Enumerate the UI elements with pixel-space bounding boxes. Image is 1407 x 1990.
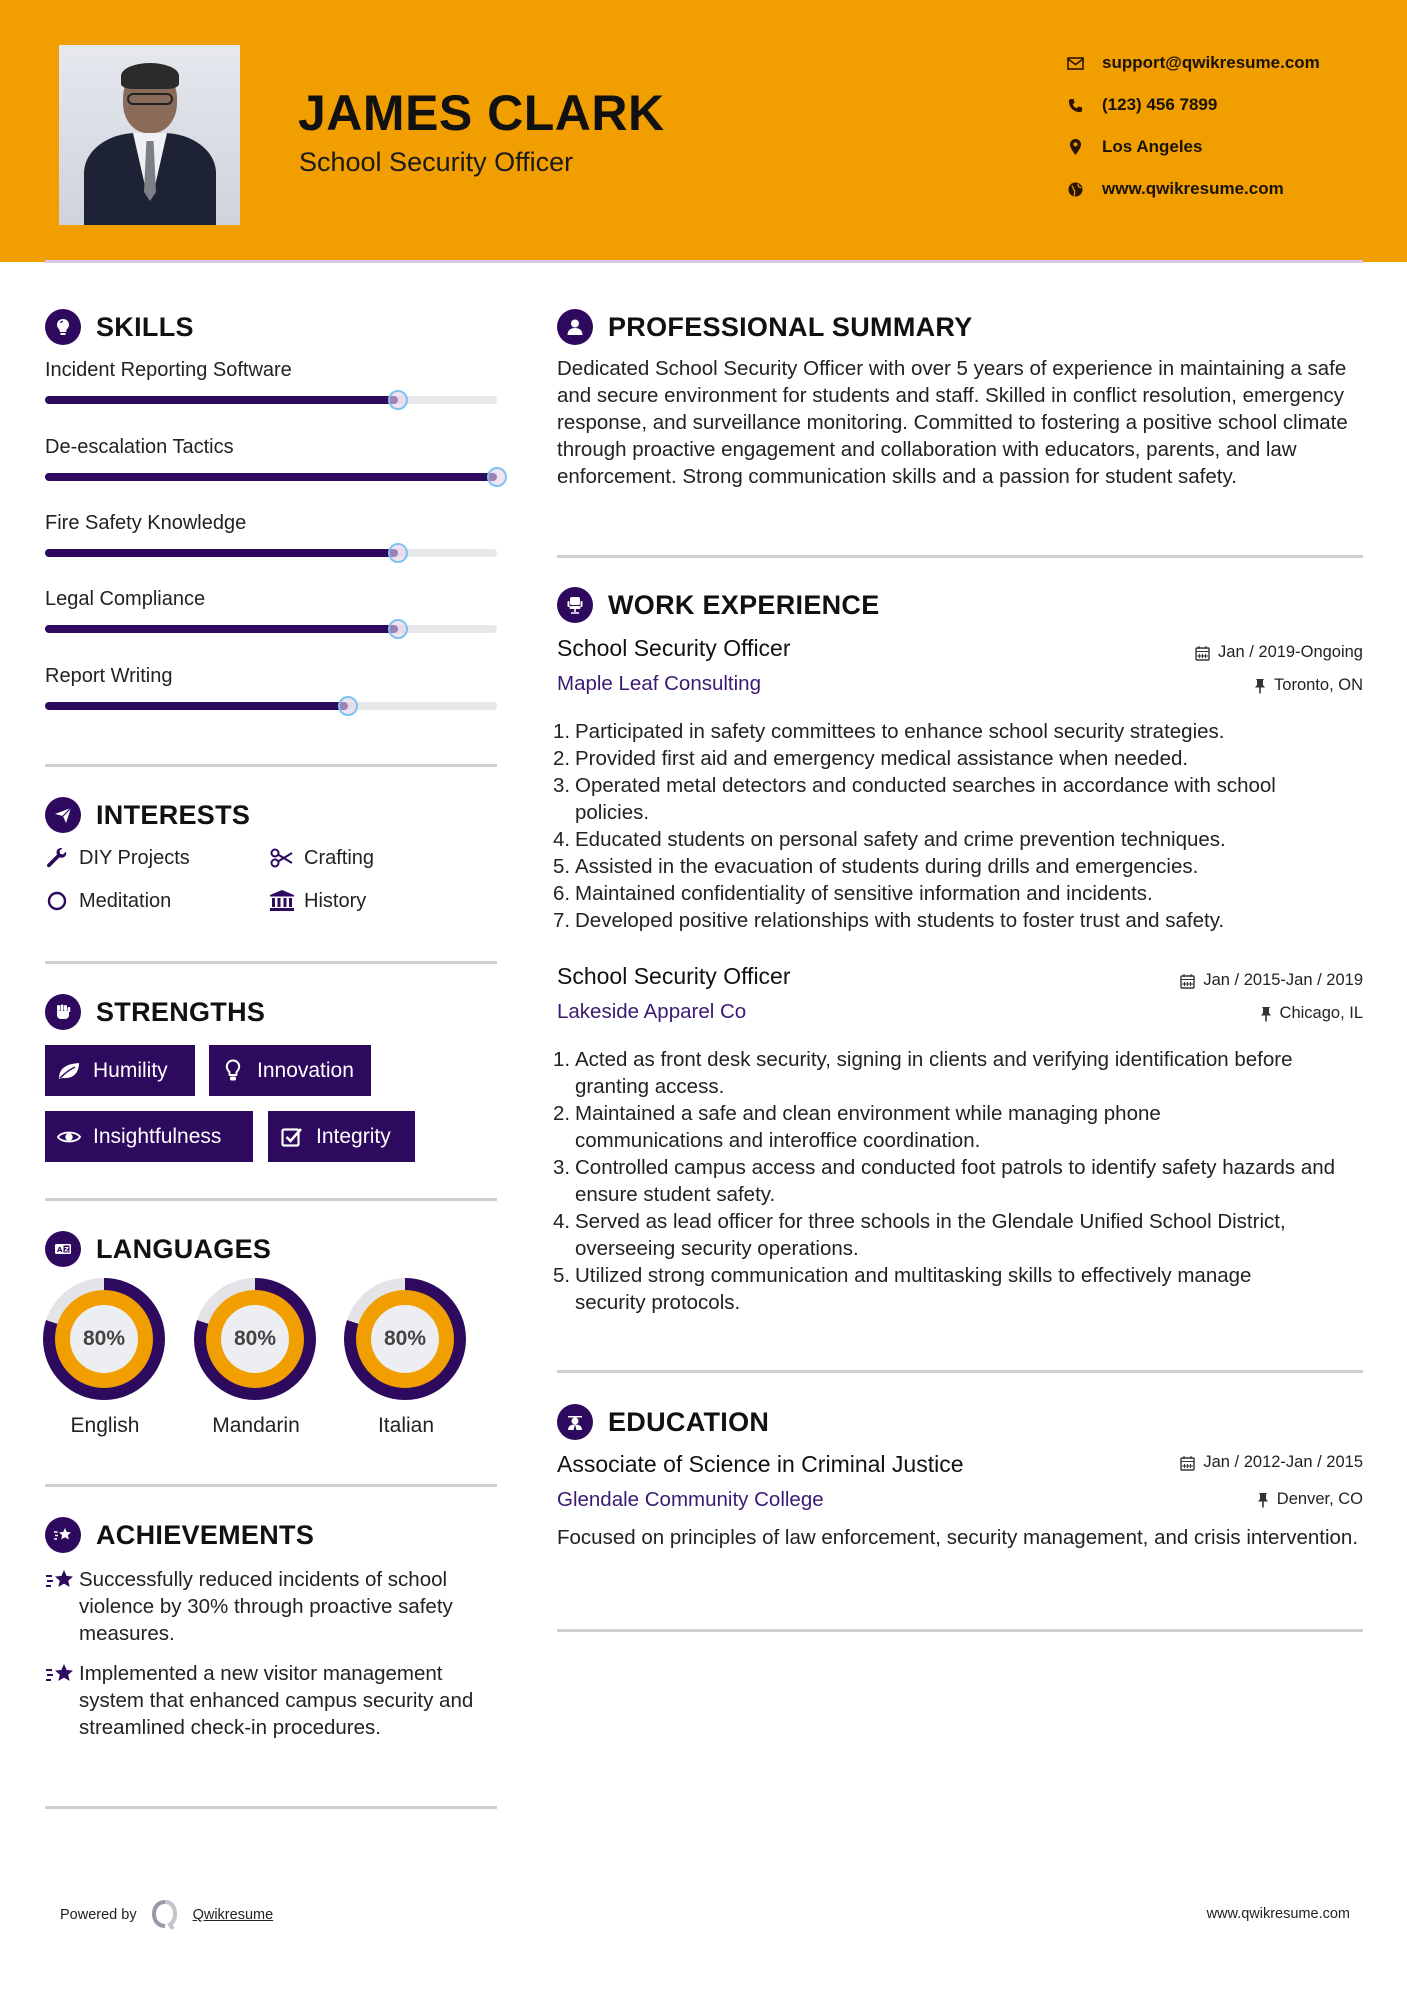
strength-badge: Humility [45,1045,195,1096]
slider-handle[interactable] [388,390,408,410]
skill-slider[interactable] [45,396,497,404]
strength-badge: Insightfulness [45,1111,253,1162]
calendar-icon [1195,645,1210,661]
interest-item: Meditation [45,889,171,913]
job-location: Chicago, IL [1260,1004,1363,1023]
skill-item [45,513,497,533]
responsibility-item: 7. Developed positive relationships with students to foster trust and safety. [553,909,1225,932]
phone-icon [1065,96,1085,114]
job-entry [553,635,1363,937]
user-icon [557,309,593,345]
slider-handle[interactable] [388,619,408,639]
slider-handle[interactable] [338,696,358,716]
skill-slider[interactable] [45,473,497,481]
job-title: School Security Officer [557,635,791,661]
office-chair-icon [557,587,593,623]
section-divider [557,555,1363,558]
strength-badge: Innovation [209,1045,371,1096]
interest-item: Crafting [270,846,374,870]
job-dates: Jan / 2015-Jan / 2019 [1180,971,1363,990]
skills-heading: SKILLS [45,309,194,345]
job-responsibilities [553,718,1363,934]
responsibility-item: 3. Operated metal detectors and conducted searches in accordance with school policies. [553,774,1276,824]
contact-location [1065,126,1320,168]
checkbox-icon [280,1125,304,1149]
lightbulb-icon [221,1059,245,1083]
language-item [43,1278,167,1438]
shooting-star-icon [45,1566,79,1647]
language-progress-ring [344,1278,466,1400]
circle-icon [45,889,69,913]
section-divider [45,961,497,964]
graduate-icon [557,1404,593,1440]
contact-email[interactable] [1065,42,1320,84]
responsibility-item: 6. Maintained confidentiality of sensitive information and incidents. [553,882,1153,905]
contact-phone-text: (123) 456 7899 [1102,95,1218,114]
education-heading: EDUCATION [557,1404,769,1440]
fist-icon [45,994,81,1030]
contact-phone[interactable] [1065,84,1320,126]
svg-text:Z: Z [64,1245,69,1254]
calendar-icon [1180,973,1195,989]
map-marker-icon [1065,138,1085,156]
skill-label: Legal Compliance [45,588,206,610]
job-location: Toronto, ON [1254,676,1363,695]
skill-item [45,589,497,609]
interest-item: DIY Projects [45,846,190,870]
language-percent: 80% [70,1305,138,1373]
candidate-title: School Security Officer [299,147,574,177]
job-entry [553,963,1363,1314]
education-location: Denver, CO [1257,1490,1363,1509]
skill-slider[interactable] [45,549,497,557]
qwikresume-logo-icon [151,1900,179,1930]
achievement-text: Implemented a new visitor management system that enhanced campus security and streamlined check-in procedures. [79,1662,474,1739]
responsibility-item: 1. Participated in safety committees to enhance school security strategies. [553,720,1225,743]
summary-text: Dedicated School Security Officer with over 5 years of experience in maintaining a safe and secure environment for students and staff. Skilled in conflict resolution, emergency response, and surveillance monitoring. Committed to fostering a positive school climate through proactive engagement and collaboration with educators, parents, and law enforcement. Strong communication skills and a passion for student safety. [557,357,1348,488]
contact-email-text: support@qwikresume.com [1102,53,1320,72]
section-divider [45,1198,497,1201]
interest-item: History [270,889,366,913]
bank-icon [270,889,294,913]
wrench-icon [45,846,69,870]
section-divider [45,1806,497,1809]
responsibility-item: 5. Assisted in the evacuation of students during drills and emergencies. [553,855,1199,878]
language-name: English [70,1414,140,1437]
language-percent: 80% [221,1305,289,1373]
skill-item [45,666,497,686]
strength-badge: Integrity [268,1111,415,1162]
achievements-heading: ACHIEVEMENTS [45,1517,314,1553]
achievement-text: Successfully reduced incidents of school violence by 30% through proactive safety measures. [79,1568,453,1645]
profile-photo [59,45,240,225]
pushpin-icon [1254,678,1266,694]
education-entry [557,1453,1363,1583]
languages-heading: A Z LANGUAGES [45,1231,271,1267]
language-percent: 80% [371,1305,439,1373]
experience-heading: WORK EXPERIENCE [557,587,880,623]
education-dates: Jan / 2012-Jan / 2015 [1180,1453,1363,1472]
candidate-name: JAMES CLARK [298,85,665,141]
responsibility-item: 4. Educated students on personal safety and crime prevention techniques. [553,828,1226,851]
responsibility-item: 5. Utilized strong communication and multitasking skills to effectively manage security protocols. [553,1264,1252,1314]
skill-item [45,437,497,457]
footer-powered-by: Powered by Qwikresume [60,1900,273,1930]
shooting-star-icon [45,1517,81,1553]
language-name: Italian [377,1414,435,1437]
responsibility-item: 2. Maintained a safe and clean environment while managing phone communications and interoffice coordination. [553,1102,1161,1152]
section-divider [45,764,497,767]
school-name: Glendale Community College [557,1488,824,1511]
svg-text:A: A [57,1246,63,1254]
paper-plane-icon [45,797,81,833]
section-divider [557,1370,1363,1373]
eye-icon [57,1125,81,1149]
responsibility-item: 4. Served as lead officer for three schools in the Glendale Unified School District, overseeing security operations. [553,1210,1286,1260]
job-responsibilities [553,1046,1343,1316]
scissors-icon [270,846,294,870]
contact-website[interactable] [1065,168,1320,210]
contact-location-text: Los Angeles [1102,137,1203,156]
degree-title: Associate of Science in Criminal Justice [557,1451,964,1477]
header-divider [45,260,1363,263]
job-title: School Security Officer [557,963,791,989]
pushpin-icon [1257,1492,1269,1508]
strengths-heading: STRENGTHS [45,994,265,1030]
section-divider [45,1484,497,1487]
envelope-icon [1065,54,1085,72]
resume-header [0,0,1407,262]
summary-heading: PROFESSIONAL SUMMARY [557,309,973,345]
slider-handle[interactable] [388,543,408,563]
globe-icon [1065,180,1085,198]
interests-heading: INTERESTS [45,797,250,833]
contact-website-text: www.qwikresume.com [1102,179,1284,198]
language-icon [45,1231,81,1267]
language-item [344,1278,468,1438]
education-description: Focused on principles of law enforcement, security management, and crisis intervention. [557,1526,1359,1549]
skill-slider[interactable] [45,625,497,633]
responsibility-item: 3. Controlled campus access and conducted foot patrols to identify safety hazards and ensure student safety. [553,1156,1336,1206]
responsibility-item: 2. Provided first aid and emergency medical assistance when needed. [553,747,1189,770]
leaf-icon [57,1059,81,1083]
company-name: Maple Leaf Consulting [557,672,761,695]
skill-label: Report Writing [45,665,173,687]
pushpin-icon [1260,1006,1272,1022]
calendar-icon [1180,1455,1195,1471]
responsibility-item: 1. Acted as front desk security, signing in clients and verifying identification before granting access. [553,1048,1293,1098]
skill-label: Fire Safety Knowledge [45,512,247,534]
language-progress-ring [43,1278,165,1400]
slider-handle[interactable] [487,467,507,487]
qwikresume-link[interactable]: Qwikresume [192,1907,274,1923]
achievement-item [45,1566,495,1647]
skill-label: Incident Reporting Software [45,359,292,381]
shooting-star-icon [45,1660,79,1741]
skill-label: De-escalation Tactics [45,436,234,458]
language-name: Mandarin [212,1414,300,1437]
contact-list [1065,42,1320,210]
skill-slider[interactable] [45,702,497,710]
lightbulb-icon [45,309,81,345]
skill-item [45,360,497,380]
footer-website[interactable]: www.qwikresume.com [1206,1906,1350,1922]
job-dates: Jan / 2019-Ongoing [1195,643,1363,662]
language-progress-ring [194,1278,316,1400]
company-name: Lakeside Apparel Co [557,1000,747,1023]
achievement-item [45,1660,495,1741]
language-item [194,1278,318,1438]
section-divider [557,1629,1363,1632]
